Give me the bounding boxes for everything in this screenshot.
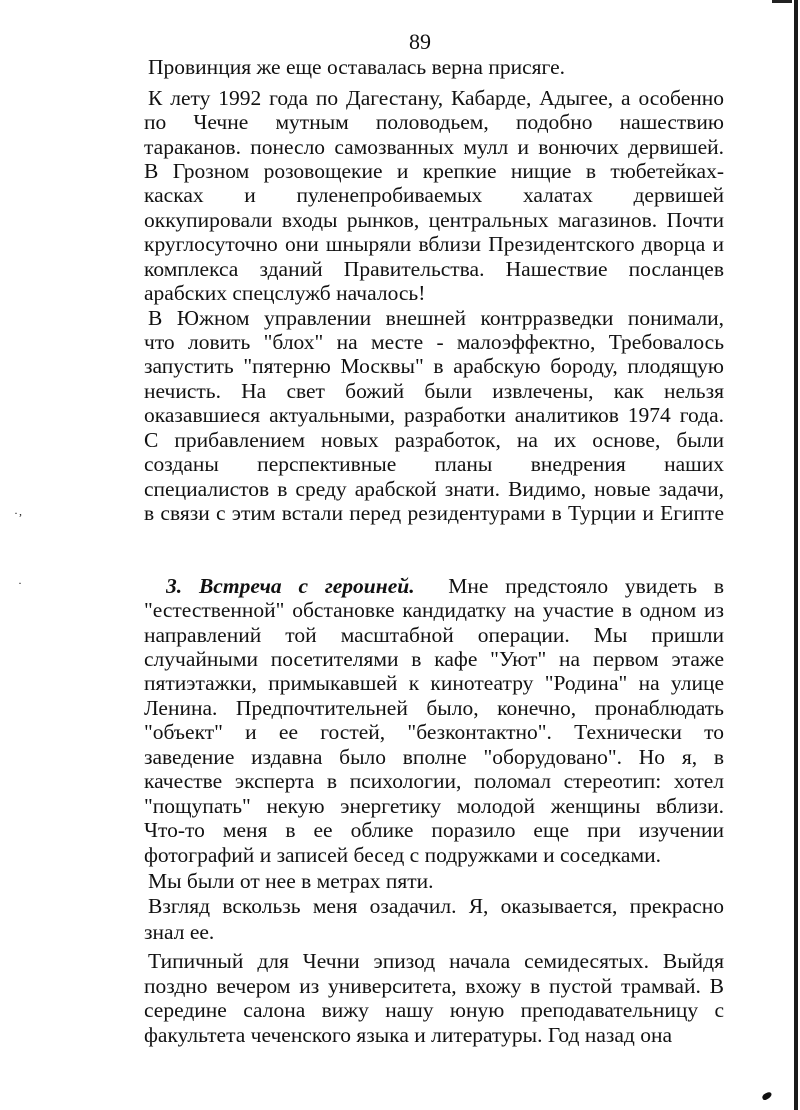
scan-edge-top (772, 0, 792, 3)
text-line: круглосуточно они шныряли вблизи Президентского дворца и (144, 232, 724, 256)
text-line: запустить "пятерню Москвы" в арабскую бороду, плодящую (144, 354, 724, 378)
text-line: случайными посетителями в кафе "Уют" на первом этаже (144, 647, 724, 671)
text-line: качестве эксперта в психологии, поломал стереотип: хотел (144, 769, 724, 793)
text-line: арабских спецслужб началось! (144, 281, 426, 305)
text-line: К лету 1992 года по Дагестану, Кабарде, Адыгее, а особенно (148, 86, 724, 110)
text-line: В Грозном розовощекие и крепкие нищие в тюбетейках- (144, 159, 724, 183)
text-line: Что-то меня в ее облике поразило еще при изучении (144, 818, 724, 842)
text-line: касках и пуленепробиваемых халатах дервишей (144, 183, 724, 207)
text-line: поздно вечером из университета, вхожу в пустой трамвай. В (144, 974, 724, 998)
section-heading-rest: Мне предстояло увидеть в (448, 574, 724, 598)
text-line: что ловить "блох" на месте - малоэффектно, Требовалось (144, 330, 724, 354)
text-line: специалистов в среду арабской знати. Видимо, новые задачи, (144, 477, 724, 501)
text-line: В Южном управлении внешней контрразведки понимали, (148, 306, 724, 330)
text-line: оказавшиеся актуальными, разработки аналитиков 1974 года. (144, 403, 724, 427)
text-line: Мы были от нее в метрах пяти. (148, 869, 434, 893)
text-line: Ленина. Предпочтительней было, конечно, пронаблюдать (144, 696, 724, 720)
text-line: "объект" и ее гостей, "безконтактно". Технически то (144, 720, 724, 744)
text-line: пятиэтажки, примыкавшей к кинотеатру "Родина" на улице (144, 671, 724, 695)
text-line: в связи с этим встали перед резидентурами в Турции и Египте (144, 501, 724, 525)
text-line: тараканов. понесло самозванных мулл и вонючих дервишей. (144, 135, 724, 159)
text-line: заведение издавна было вполне "оборудовано". Но я, в (144, 745, 724, 769)
text-line: факультета чеченского языка и литературы. Год назад она (144, 1023, 673, 1047)
scan-blot (761, 1091, 773, 1101)
page-number: 89 (409, 29, 431, 54)
text-line: "естественной" обстановке кандидатку на участие в одном из (144, 598, 724, 622)
scan-speck: · (18, 576, 22, 590)
text-line: Провинция же еще оставалась верна присяге. (148, 55, 565, 79)
scan-speck: · (14, 506, 18, 520)
text-line: направлений той масштабной операции. Мы пришли (144, 623, 724, 647)
text-line: комплекса зданий Правительства. Нашествие посланцев (144, 257, 724, 281)
text-line: Типичный для Чечни эпизод начала семидесятых. Выйдя (148, 949, 724, 973)
text-line: нечисть. На свет божий были извлечены, как нельзя (144, 379, 724, 403)
text-line: оккупировали входы рынков, центральных магазинов. Почти (144, 208, 724, 232)
text-line: "пощупать" некую энергетику молодой женщины вблизи. (144, 794, 724, 818)
section-heading: 3. Встреча с героиней. (166, 574, 415, 598)
text-line: середине салона вижу нашу юную преподавательницу с (144, 998, 724, 1022)
text-line: знал ее. (144, 920, 215, 944)
text-line: Взгляд вскользь меня озадачил. Я, оказывается, прекрасно (148, 894, 724, 918)
text-line: созданы перспективные планы внедрения наших (144, 452, 724, 476)
text-line: по Чечне мутным половодьем, подобно нашествию (144, 110, 724, 134)
scan-speck: , (19, 504, 22, 518)
text-line: фотографий и записей бесед с подружками и соседками. (144, 843, 661, 867)
section-first-line (166, 574, 724, 598)
scan-edge (794, 0, 798, 1110)
text-line: С прибавлением новых разработок, на их основе, были (144, 428, 724, 452)
